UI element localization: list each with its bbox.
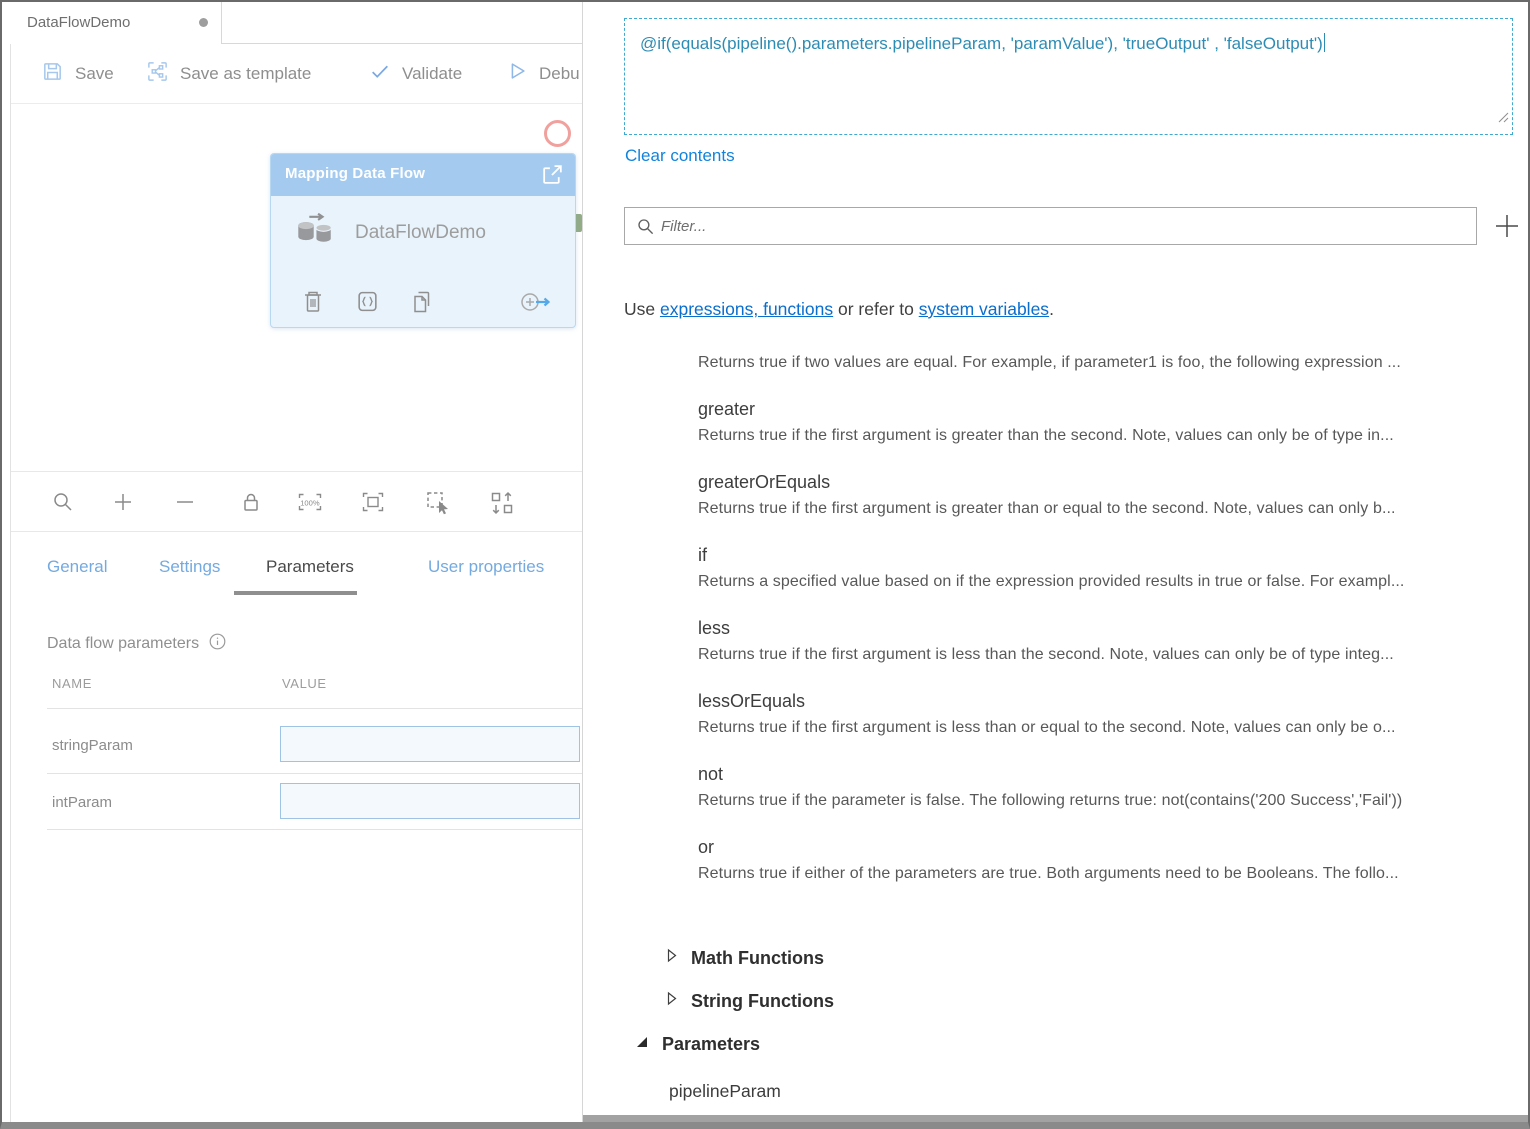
table-divider bbox=[47, 773, 582, 774]
function-item-or[interactable]: or Returns true if either of the parameters are true. Both arguments need to be Booleans. The follo... bbox=[698, 837, 1399, 882]
active-tab-underline bbox=[234, 591, 357, 595]
save-as-template-button[interactable] bbox=[146, 44, 311, 103]
resize-grip-icon[interactable] bbox=[1496, 106, 1509, 131]
play-icon bbox=[506, 60, 528, 87]
group-label: Parameters bbox=[662, 1033, 761, 1054]
tab-strip bbox=[2, 2, 582, 44]
auto-align-icon[interactable] bbox=[489, 490, 515, 521]
tab-parameters[interactable]: Parameters bbox=[266, 557, 354, 576]
expression-builder-panel bbox=[582, 2, 1528, 1122]
tab-title: DataFlowDemo bbox=[27, 14, 131, 31]
help-suffix: . bbox=[1049, 299, 1054, 319]
group-label: String Functions bbox=[691, 990, 834, 1011]
search-icon[interactable] bbox=[51, 490, 75, 519]
function-list bbox=[698, 354, 1512, 910]
delete-node-icon[interactable] bbox=[301, 289, 325, 320]
chevron-collapsed-icon bbox=[665, 991, 678, 1011]
expressions-functions-link[interactable]: expressions, functions bbox=[659, 299, 834, 319]
function-item-not[interactable]: not Returns true if the parameter is false. The following returns true: not(contains('200 Success','Fail')) bbox=[698, 764, 1403, 809]
group-math-functions[interactable] bbox=[665, 946, 824, 970]
help-middle: or refer to bbox=[833, 299, 919, 319]
node-header-title: Mapping Data Flow bbox=[285, 165, 426, 182]
expression-input[interactable] bbox=[624, 18, 1513, 135]
zoom-out-icon[interactable] bbox=[173, 490, 197, 519]
function-item-less[interactable]: less Returns true if the first argument is less than the second. Note, values can only be of type integ... bbox=[698, 618, 1394, 663]
save-label: Save bbox=[75, 63, 114, 83]
clone-icon[interactable] bbox=[409, 289, 434, 320]
parameter-item-pipelineparam[interactable]: pipelineParam bbox=[669, 1081, 781, 1101]
save-button[interactable] bbox=[41, 44, 114, 103]
table-divider bbox=[47, 829, 582, 830]
add-output-icon[interactable] bbox=[519, 289, 553, 320]
param-name-stringparam: stringParam bbox=[52, 737, 133, 754]
open-dataflow-icon[interactable] bbox=[540, 162, 565, 192]
validate-button[interactable] bbox=[369, 44, 462, 103]
column-header-value: VALUE bbox=[282, 676, 327, 691]
checkmark-icon bbox=[369, 60, 391, 87]
function-item-if[interactable]: if Returns a specified value based on if the expression provided results in true or false. For exampl... bbox=[698, 545, 1405, 590]
section-title: Data flow parameters bbox=[47, 635, 200, 652]
node-name: DataFlowDemo bbox=[355, 221, 486, 243]
filter-search-icon bbox=[636, 217, 655, 241]
tab-user-properties[interactable]: User properties bbox=[428, 557, 545, 576]
function-item-greaterorequals[interactable]: greaterOrEquals Returns true if the first argument is greater than or equal to the second. Note, values can only b... bbox=[698, 472, 1396, 517]
node-action-bar bbox=[295, 289, 555, 315]
chevron-expanded-icon bbox=[635, 1035, 649, 1054]
save-as-template-icon bbox=[146, 60, 169, 88]
horizontal-scrollbar[interactable] bbox=[583, 1115, 1529, 1122]
code-icon[interactable] bbox=[355, 289, 380, 319]
param-name-intparam: intParam bbox=[52, 794, 113, 811]
tab-settings[interactable]: Settings bbox=[159, 557, 221, 576]
group-string-functions[interactable] bbox=[665, 989, 834, 1013]
multi-select-icon[interactable] bbox=[425, 490, 451, 521]
tab-general[interactable]: General bbox=[47, 557, 108, 576]
intparam-value-input[interactable] bbox=[280, 783, 580, 819]
filter-input[interactable] bbox=[661, 209, 1471, 243]
info-icon[interactable] bbox=[209, 633, 226, 655]
function-item-lessorequals[interactable]: lessOrEquals Returns true if the first argument is less than or equal to the second. Note, values can only be o... bbox=[698, 691, 1396, 736]
validation-error-ring-icon bbox=[544, 120, 571, 147]
expression-text: @if(equals(pipeline().parameters.pipelineParam, 'paramValue'), 'trueOutput' , 'falseOutput') bbox=[640, 34, 1323, 53]
group-parameters[interactable] bbox=[635, 1032, 760, 1056]
node-header bbox=[271, 154, 575, 196]
debug-button[interactable] bbox=[506, 44, 580, 103]
group-label: Math Functions bbox=[691, 947, 824, 968]
function-item-greater[interactable]: greater Returns true if the first argument is greater than the second. Note, values can only be of type in... bbox=[698, 399, 1394, 444]
add-expression-button[interactable] bbox=[1489, 206, 1525, 246]
zoom-100-icon[interactable] bbox=[297, 490, 323, 519]
save-as-template-label: Save as template bbox=[180, 63, 312, 83]
canvas-toolbar bbox=[11, 471, 582, 532]
main-toolbar bbox=[11, 44, 582, 104]
filter-field bbox=[624, 207, 1477, 245]
text-caret bbox=[1324, 33, 1326, 52]
lock-icon[interactable] bbox=[239, 490, 263, 519]
tab-dataflowdemo[interactable] bbox=[2, 2, 222, 44]
zoom-to-fit-icon[interactable] bbox=[361, 490, 385, 519]
data-flow-icon bbox=[295, 212, 339, 253]
system-variables-link[interactable]: system variables bbox=[918, 299, 1050, 319]
function-item-equals[interactable]: Returns true if two values are equal. For example, if parameter1 is foo, the following expression ... bbox=[698, 354, 1401, 371]
debug-label: Debu bbox=[539, 63, 580, 83]
help-text bbox=[624, 299, 1054, 320]
help-prefix: Use bbox=[624, 299, 660, 319]
stringparam-value-input[interactable] bbox=[280, 726, 580, 762]
zoom-level-text: 100% bbox=[300, 498, 320, 508]
dataflow-node[interactable] bbox=[270, 153, 576, 328]
validate-label: Validate bbox=[402, 63, 463, 83]
column-header-name: NAME bbox=[52, 676, 92, 691]
clear-contents-link[interactable]: Clear contents bbox=[625, 146, 735, 165]
table-divider bbox=[47, 708, 582, 709]
chevron-collapsed-icon bbox=[665, 948, 678, 968]
property-tabs bbox=[11, 532, 582, 602]
zoom-in-icon[interactable] bbox=[111, 490, 135, 519]
node-body bbox=[295, 212, 486, 253]
section-header bbox=[47, 633, 226, 655]
save-icon bbox=[41, 60, 64, 88]
unsaved-dot-icon bbox=[199, 18, 208, 27]
